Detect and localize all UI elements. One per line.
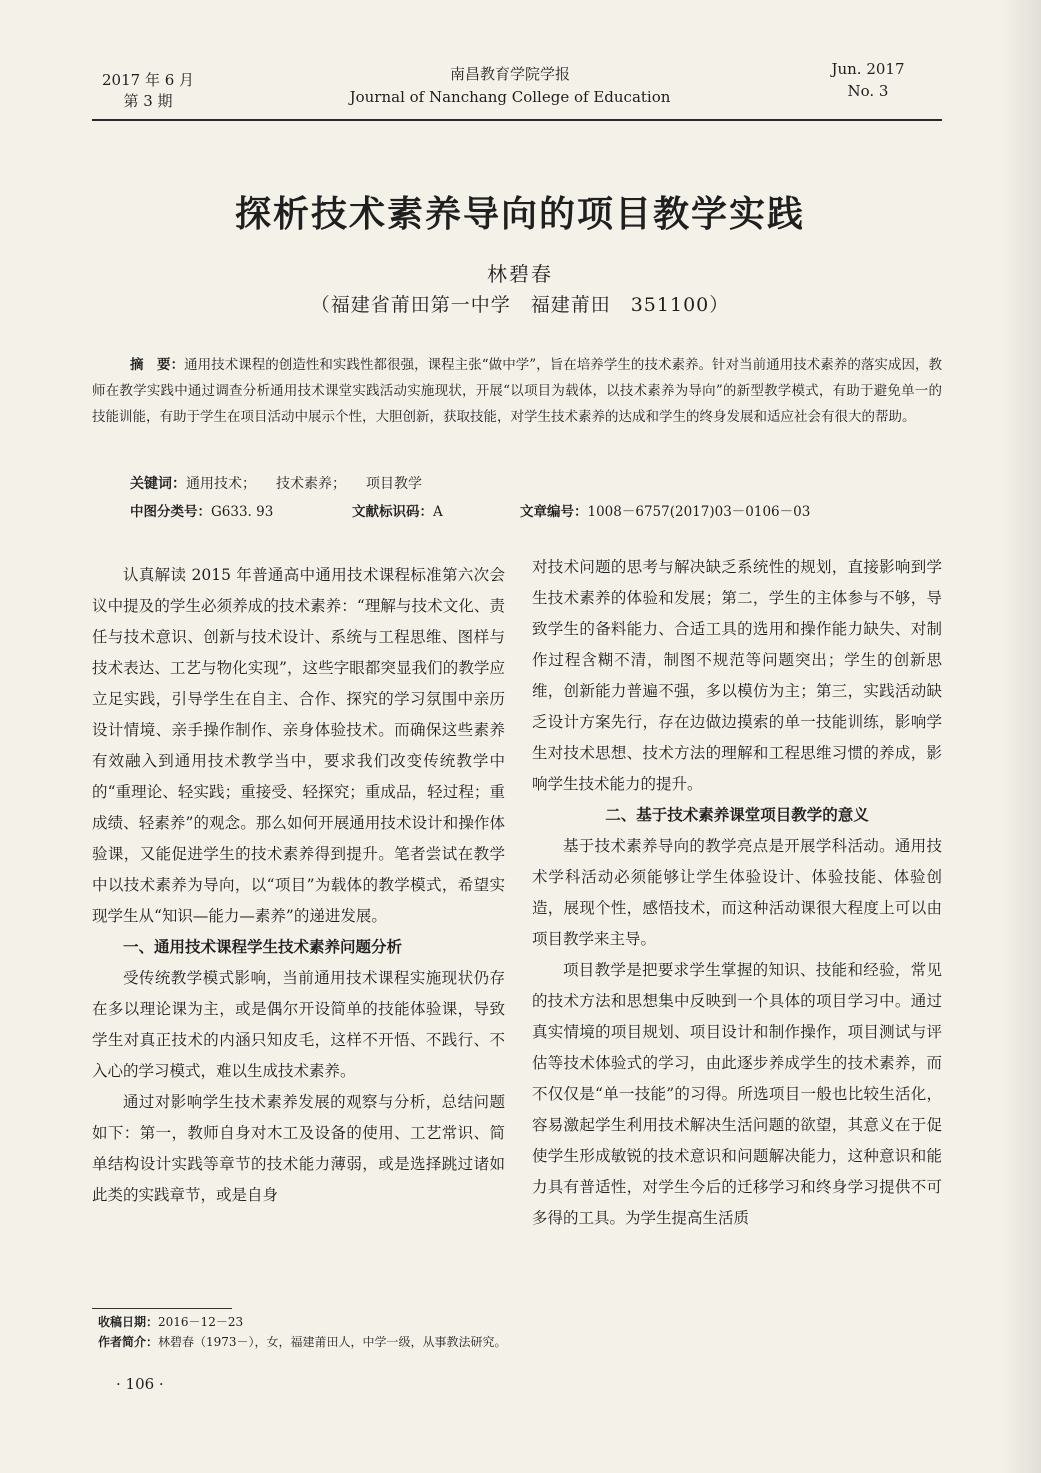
keyword-item: 通用技术； [186,476,256,492]
keyword-item: 项目教学 [366,476,422,492]
header-issue-cn: 第 3 期 [123,92,173,110]
section-heading-1: 一、通用技术课程学生技术素养问题分析 [123,938,403,956]
journal-name-en: Journal of Nanchang College of Education [349,88,671,106]
keywords-label: 关键词： [130,476,186,492]
body-paragraph: 项目教学是把要求学生掌握的知识、技能和经验，常见的技术方法和思想集中反映到一个具体的项目学习中。通过真实情境的项目规划、项目设计和制作操作，项目测试与评估等技术体验式的学习，由此逐步养成学生的技术素养，而不仅仅是“单一技能”的习得。所选项目一般也比较生活化，容易激起学生利用技术解决生活问题的欲望，其意义在于促使学生形成敏锐的技术意识和问题解决能力，这种意识和能力具有普适性，对学生今后的迁移学习和终身学习提供不可多得的工具。为学生提高生活质 [532,961,942,1227]
clc-code: 中图分类号：G633. 93 [130,504,274,520]
article-id: 文章编号：1008－6757(2017)03－0106－03 [520,504,811,520]
header-left [102,70,194,112]
body-paragraph: 通过对影响学生技术素养发展的观察与分析，总结问题如下：第一，教师自身对木工及设备的使用、工艺常识、简单结构设计实践等章节的技术能力薄弱，或是选择跳过诸如此类的实践章节，或是自身 [92,1093,505,1204]
body-paragraph: 受传统教学模式影响，当前通用技术课程实施现状仍存在多以理论课为主，或是偶尔开设简单的技能体验课，导致学生对真正技术的内涵只知皮毛，这样不开悟、不践行、不入心的学习模式，难以生成技术素养。 [92,969,505,1080]
abstract: 摘 要：通用技术课程的创造性和实践性都很强，课程主张“做中学”，旨在培养学生的技术素养。针对当前通用技术素养的落实成因，教师在教学实践中通过调查分析通用技术课堂实践活动实施现状，开展“以项目为载体，以技术素养为导向”的新型教学模式，有助于避免单一的技能训能，有助于学生在项目活动中展示个性，大胆创新，获取技能，对学生技术素养的达成和学生的终身发展和适应社会有很大的帮助。 [92,357,943,425]
body-column-right [532,552,942,1234]
keyword-item: 技术素养； [276,476,346,492]
article-title: 探析技术素养导向的项目教学实践 [234,193,805,235]
article-author: 林碧春 [487,262,553,286]
header-date-cn: 2017 年 6 月 [102,71,195,89]
header-right [820,58,916,102]
document-code: 文献标识码：A [352,504,443,520]
received-date: 收稿日期：2016－12－23 [98,1315,244,1329]
header-issue-en: No. 3 [847,82,889,100]
header-date-en: Jun. 2017 [831,60,905,78]
body-paragraph: 对技术问题的思考与解决缺乏系统性的规划，直接影响到学生技术素养的体验和发展；第二，学生的主体参与不够，导致学生的备料能力、合适工具的选用和操作能力缺失、对制作过程含糊不清，制图不规范等问题突出；学生的创新思维，创新能力普遍不强，多以模仿为主；第三，实践活动缺乏设计方案先行，存在边做边摸索的单一技能训练，影响学生对技术思想、技术方法的理解和工程思维习惯的养成，影响学生技术能力的提升。 [532,558,942,793]
header-center [320,63,700,109]
footnote-rule [92,1308,232,1309]
author-bio: 作者简介：林碧春（1973－），女，福建莆田人，中学一级，从事教法研究。 [98,1335,507,1349]
scan-edge-shade [1001,0,1041,1473]
footnote [98,1312,507,1352]
article-affiliation: （福建省莆田第一中学 福建莆田 351100） [310,294,730,316]
abstract-label: 摘 要 [130,357,171,373]
abstract-text: 通用技术课程的创造性和实践性都很强，课程主张“做中学”，旨在培养学生的技术素养。针对当前通用技术素养的落实成因，教师在教学实践中通过调查分析通用技术课堂实践活动实施现状，开展“以项目为载体，以技术素养为导向”的新型教学模式，有助于避免单一的技能训能，有助于学生在项目活动中展示个性，大胆创新，获取技能，对学生技术素养的达成和学生的终身发展和适应社会有很大的帮助。 [92,357,943,425]
section-heading-2: 二、基于技术素养课堂项目教学的意义 [605,806,869,824]
body-paragraph: 认真解读 2015 年普通高中通用技术课程标准第六次会议中提及的学生必须养成的技术素养：“理解与技术文化、责任与技术意识、创新与技术设计、系统与工程思维、图样与技术表达、工艺与物化实现”，这些字眼都突显我们的教学应立足实践，引导学生在自主、合作、探究的学习氛围中亲历设计情境、亲手操作制作、亲身体验技术。而确保这些素养有效融入到通用技术教学当中，要求我们改变传统教学中的“重理论、轻实践；重接受、轻探究；重成品，轻过程；重成绩、轻素养”的观念。那么如何开展通用技术设计和操作体验课，又能促进学生的技术素养得到提升。笔者尝试在教学中以技术素养为导向，以“项目”为载体的教学模式，希望实现学生从“知识—能力—素养”的递进发展。 [92,566,505,925]
header-rule [92,119,942,121]
journal-name-cn: 南昌教育学院学报 [449,65,570,83]
body-column-left [92,560,505,1211]
page-number: · 106 · [116,1375,164,1393]
body-paragraph: 基于技术素养导向的教学亮点是开展学科活动。通用技术学科活动必须能够让学生体验设计、体验技能、体验创造，展现个性，感悟技术，而这种活动课很大程度上可以由项目教学来主导。 [532,837,942,948]
keywords [130,474,442,494]
